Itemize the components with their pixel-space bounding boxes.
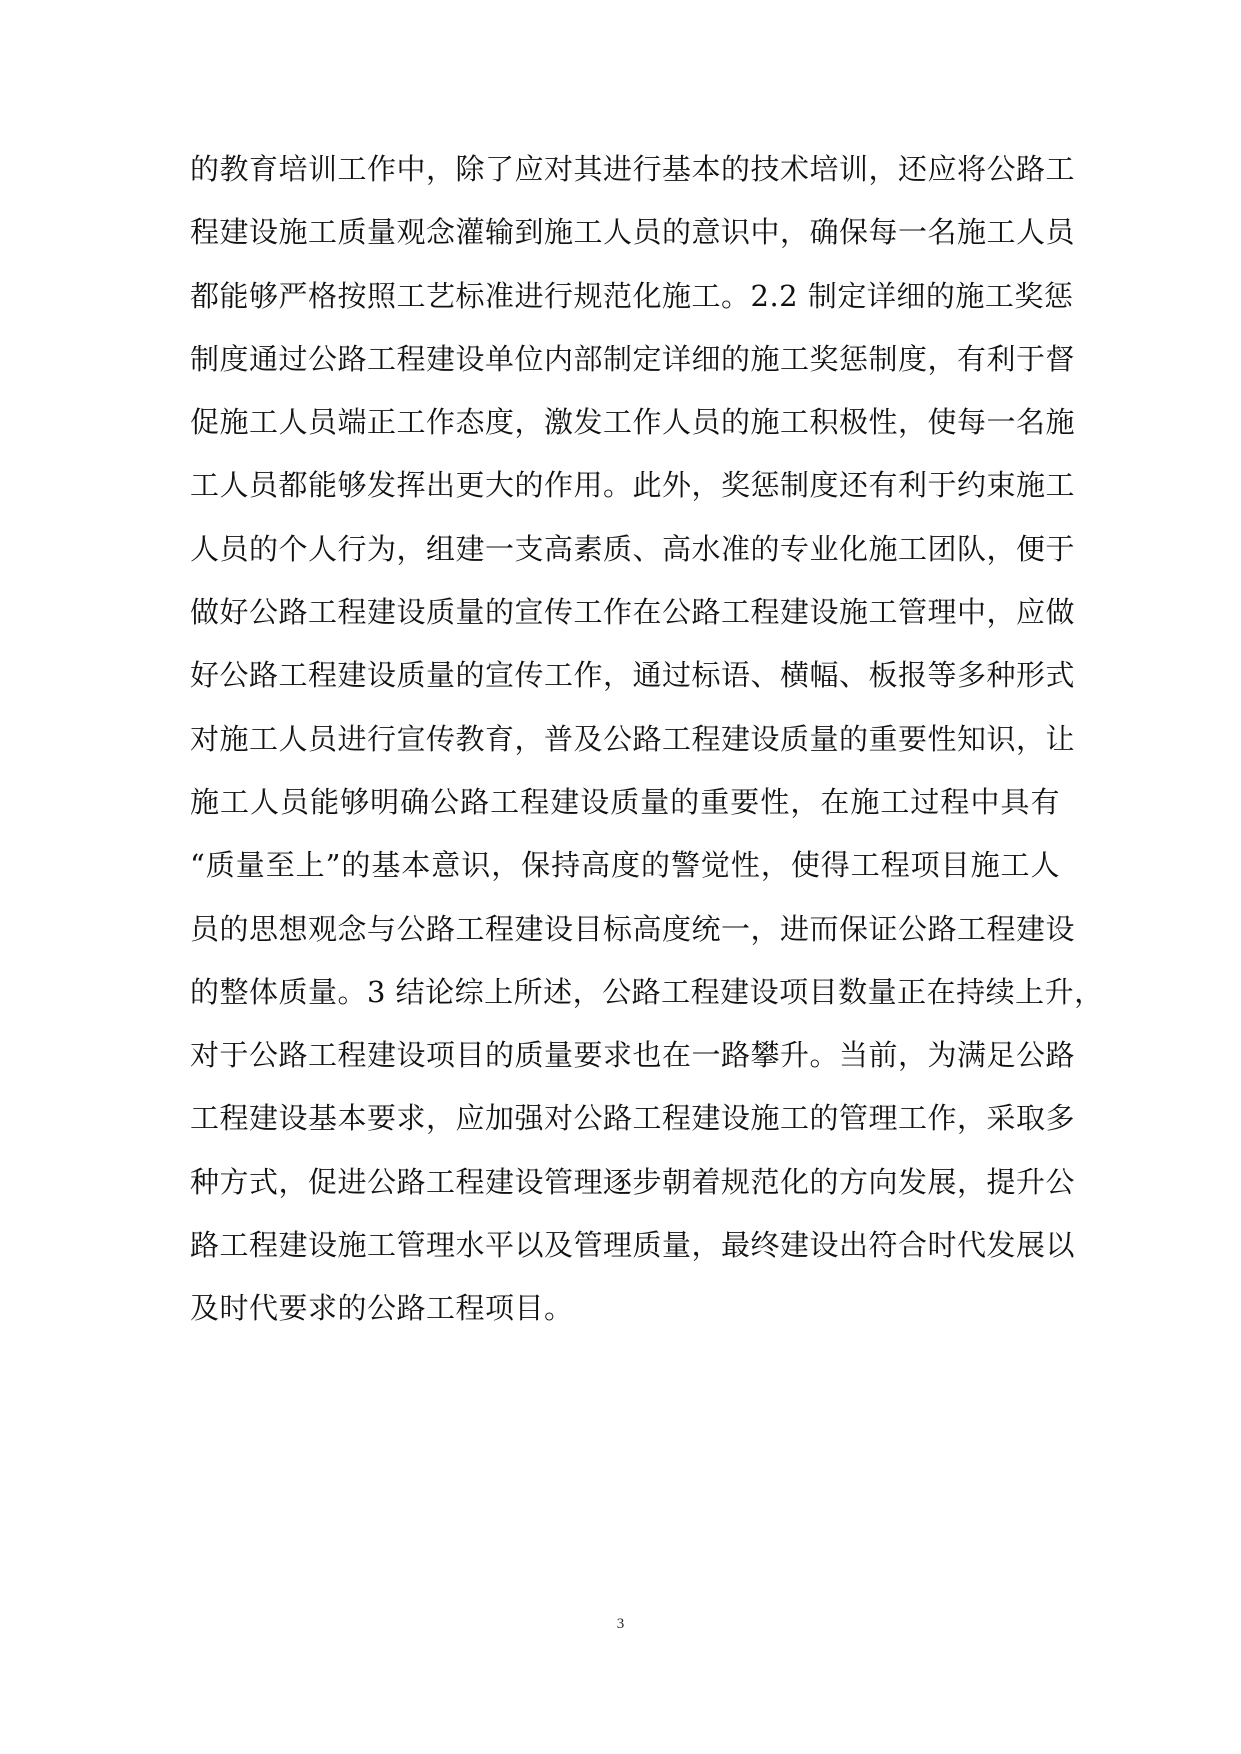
text-line: 及时代要求的公路工程项目。: [190, 1291, 574, 1326]
text-line: 路工程建设施工管理水平以及管理质量，最终建设出符合时代发展以: [190, 1228, 1076, 1263]
text-line: 员的思想观念与公路工程建设目标高度统一，进而保证公路工程建设: [190, 911, 1076, 946]
text-line: 对于公路工程建设项目的质量要求也在一路攀升。当前，为满足公路: [190, 1038, 1076, 1073]
text-line: 促施工人员端正工作态度，激发工作人员的施工积极性，使每一名施: [190, 405, 1076, 440]
text-line: 工人员都能够发挥出更大的作用。此外，奖惩制度还有利于约束施工: [190, 468, 1076, 503]
text-line: 对施工人员进行宣传教育，普及公路工程建设质量的重要性知识，让: [190, 721, 1076, 756]
text-line: 都能够严格按照工艺标准进行规范化施工。2.2 制定详细的施工奖惩: [190, 278, 1074, 313]
text-line: 程建设施工质量观念灌输到施工人员的意识中，确保每一名施工人员: [190, 215, 1076, 250]
body-text: [190, 138, 1104, 1341]
text-line: “质量至上”的基本意识，保持高度的警觉性，使得工程项目施工人: [190, 848, 1060, 883]
text-line: 做好公路工程建设质量的宣传工作在公路工程建设施工管理中，应做: [190, 595, 1076, 630]
text-line: 的整体质量。3 结论综上所述，公路工程建设项目数量正在持续上升，: [190, 974, 1104, 1009]
text-line: 制度通过公路工程建设单位内部制定详细的施工奖惩制度，有利于督: [190, 341, 1076, 376]
text-line: 的教育培训工作中，除了应对其进行基本的技术培训，还应将公路工: [190, 152, 1076, 186]
text-line: 好公路工程建设质量的宣传工作，通过标语、横幅、板报等多种形式: [190, 658, 1076, 693]
page-number: 3: [616, 1616, 625, 1632]
text-line: 施工人员能够明确公路工程建设质量的重要性，在施工过程中具有: [190, 784, 1060, 819]
text-line: 种方式，促进公路工程建设管理逐步朝着规范化的方向发展，提升公: [190, 1164, 1076, 1199]
text-line: 人员的个人行为，组建一支高素质、高水准的专业化施工团队，便于: [190, 531, 1076, 566]
text-line: 工程建设基本要求，应加强对公路工程建设施工的管理工作，采取多: [190, 1101, 1076, 1136]
